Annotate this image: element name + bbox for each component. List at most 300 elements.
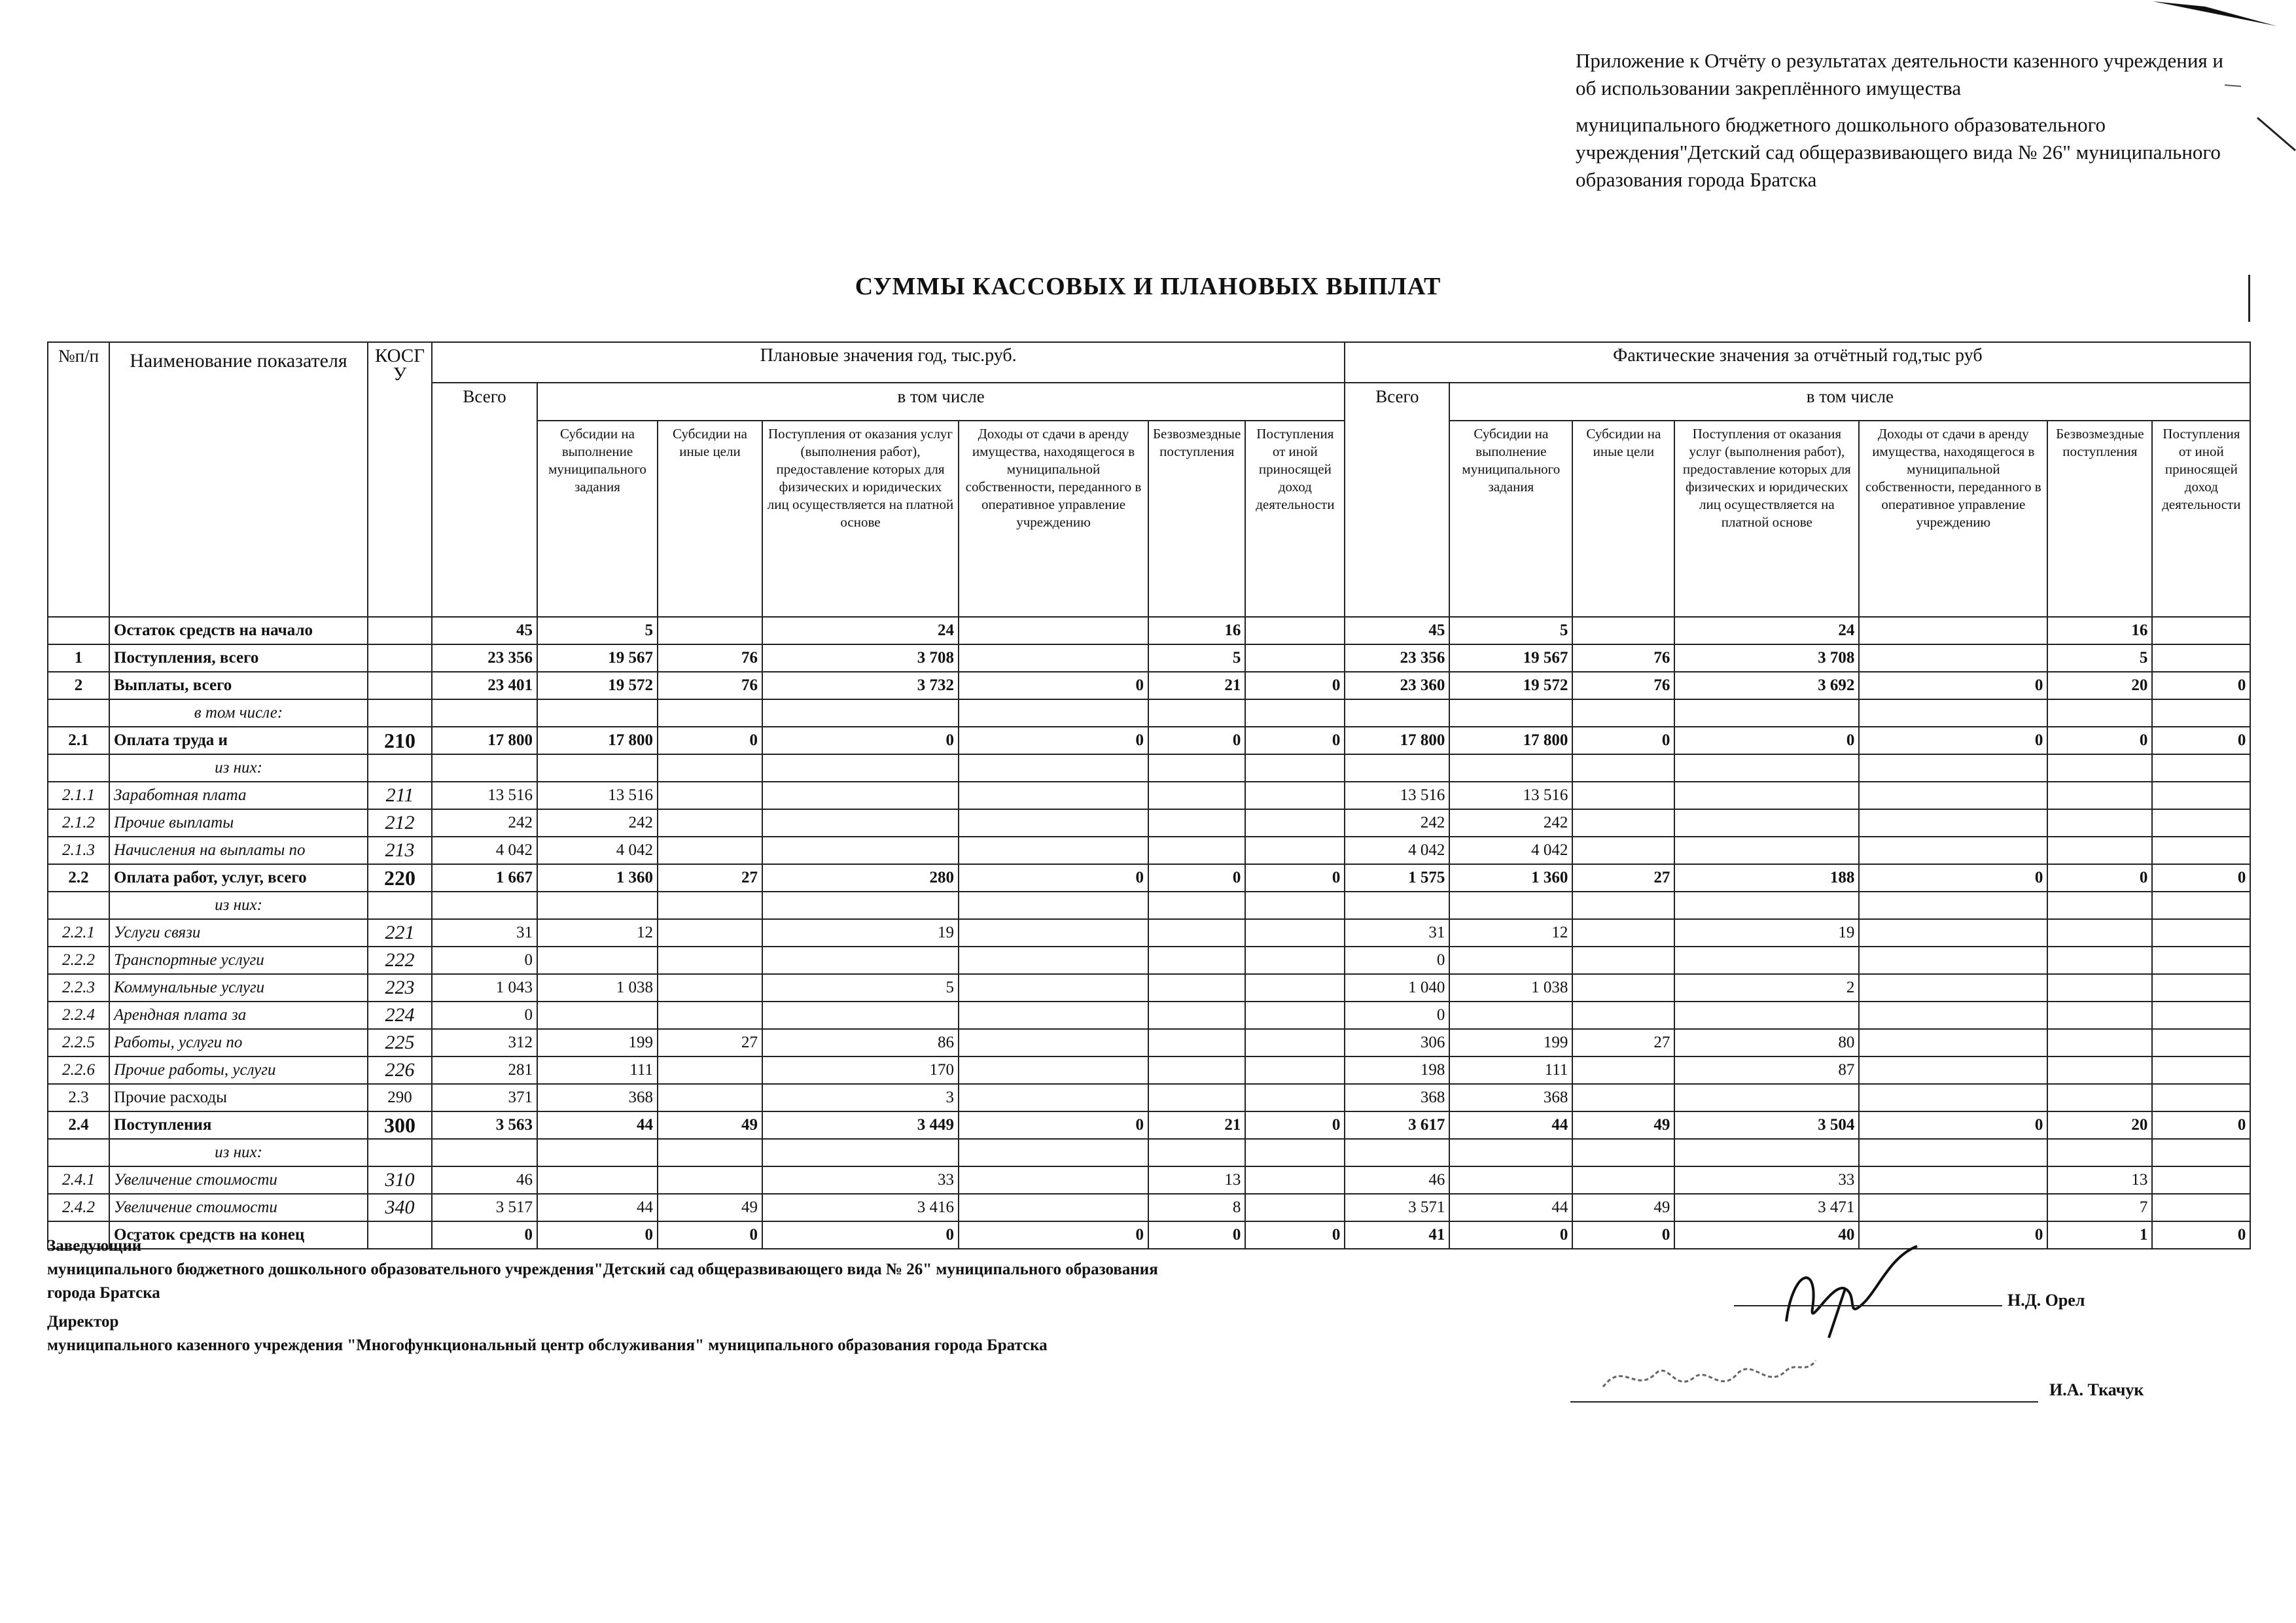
plan-value-cell: 3 — [762, 1084, 959, 1111]
table-row — [48, 1111, 2250, 1139]
plan-value-cell — [658, 699, 762, 727]
fact-value-cell: 0 — [1859, 727, 2047, 754]
fact-value-cell — [1572, 919, 1674, 947]
fact-value-cell: 0 — [1572, 727, 1674, 754]
plan-value-cell — [658, 1139, 762, 1166]
row-kosgu: 210 — [368, 727, 432, 754]
fact-value-cell — [1859, 1194, 2047, 1221]
fact-value-cell: 242 — [1449, 809, 1572, 837]
plan-value-cell — [537, 754, 658, 782]
fact-value-cell — [1859, 1029, 2047, 1056]
plan-value-cell — [1148, 947, 1245, 974]
head-title: Заведующий — [47, 1237, 142, 1255]
plan-value-cell — [1245, 947, 1345, 974]
plan-value-cell: 33 — [762, 1166, 959, 1194]
fact-value-cell: 24 — [1674, 617, 1859, 644]
fact-value-cell: 0 — [1449, 1221, 1572, 1249]
row-number: 2.2.6 — [48, 1056, 109, 1084]
fact-value-cell — [1572, 837, 1674, 864]
plan-value-cell: 5 — [762, 974, 959, 1002]
plan-value-cell — [537, 892, 658, 919]
header-fact-subsidy-other: Субсидии на иные цели — [1572, 421, 1674, 617]
fact-value-cell — [1449, 947, 1572, 974]
fact-value-cell — [1859, 1166, 2047, 1194]
header-plan-rent-income: Доходы от сдачи в аренду имущества, находящегося в муниципальной собственности, переданного в оперативное управление учреждению — [959, 421, 1148, 617]
fact-value-cell — [1572, 782, 1674, 809]
fact-value-cell: 40 — [1674, 1221, 1859, 1249]
fact-value-cell: 0 — [1859, 1221, 2047, 1249]
row-name: Транспортные услуги — [109, 947, 368, 974]
fact-value-cell — [1572, 1084, 1674, 1111]
plan-value-cell: 0 — [432, 1221, 537, 1249]
fact-value-cell: 198 — [1345, 1056, 1449, 1084]
plan-value-cell — [537, 1139, 658, 1166]
fact-value-cell — [2047, 809, 2152, 837]
plan-value-cell: 3 449 — [762, 1111, 959, 1139]
header-num: №п/п — [48, 342, 109, 617]
fact-value-cell: 4 042 — [1345, 837, 1449, 864]
fact-value-cell: 80 — [1674, 1029, 1859, 1056]
fact-value-cell — [1449, 892, 1572, 919]
plan-value-cell — [1148, 837, 1245, 864]
row-kosgu: 340 — [368, 1194, 432, 1221]
plan-value-cell: 5 — [1148, 644, 1245, 672]
director-name: И.А. Ткачук — [2049, 1380, 2144, 1399]
fact-value-cell: 12 — [1449, 919, 1572, 947]
plan-value-cell — [959, 947, 1148, 974]
fact-value-cell: 0 — [2152, 1111, 2250, 1139]
plan-value-cell — [1245, 1084, 1345, 1111]
fact-value-cell — [1345, 699, 1449, 727]
plan-value-cell — [762, 699, 959, 727]
fact-value-cell: 3 571 — [1345, 1194, 1449, 1221]
fact-value-cell — [1859, 837, 2047, 864]
header-fact-rent-income: Доходы от сдачи в аренду имущества, находящегося в муниципальной собственности, переданного в оперативное управление учреждению — [1859, 421, 2047, 617]
plan-value-cell: 76 — [658, 672, 762, 699]
fact-value-cell: 0 — [2047, 864, 2152, 892]
row-kosgu: 221 — [368, 919, 432, 947]
fact-value-cell: 46 — [1345, 1166, 1449, 1194]
fact-value-cell — [2152, 1139, 2250, 1166]
row-kosgu: 226 — [368, 1056, 432, 1084]
fact-value-cell: 17 800 — [1345, 727, 1449, 754]
row-kosgu — [368, 1139, 432, 1166]
plan-value-cell — [658, 837, 762, 864]
fact-value-cell: 0 — [1345, 1002, 1449, 1029]
plan-value-cell: 12 — [537, 919, 658, 947]
row-kosgu — [368, 617, 432, 644]
row-number: 2.1.2 — [48, 809, 109, 837]
table-row — [48, 617, 2250, 644]
plan-value-cell — [1245, 1139, 1345, 1166]
row-kosgu: 223 — [368, 974, 432, 1002]
plan-value-cell — [658, 974, 762, 1002]
director-signature-scrawl — [1597, 1348, 1819, 1406]
fact-value-cell — [1572, 974, 1674, 1002]
fact-value-cell: 111 — [1449, 1056, 1572, 1084]
fact-value-cell — [1674, 782, 1859, 809]
table-row — [48, 809, 2250, 837]
plan-value-cell — [1245, 644, 1345, 672]
row-number: 2.3 — [48, 1084, 109, 1111]
fact-value-cell — [1859, 892, 2047, 919]
row-number: 2.2.1 — [48, 919, 109, 947]
fact-value-cell: 0 — [1859, 864, 2047, 892]
row-number: 2.4.1 — [48, 1166, 109, 1194]
fact-value-cell — [1674, 699, 1859, 727]
row-number: 2.4.2 — [48, 1194, 109, 1221]
fact-value-cell — [1674, 1002, 1859, 1029]
fact-value-cell: 0 — [1674, 727, 1859, 754]
plan-value-cell: 13 516 — [432, 782, 537, 809]
row-number: 2.1.3 — [48, 837, 109, 864]
plan-value-cell: 13 — [1148, 1166, 1245, 1194]
table-row — [48, 1166, 2250, 1194]
row-name: Увеличение стоимости — [109, 1166, 368, 1194]
fact-value-cell — [1449, 1002, 1572, 1029]
plan-value-cell: 44 — [537, 1194, 658, 1221]
table-row — [48, 1084, 2250, 1111]
fact-value-cell: 1 360 — [1449, 864, 1572, 892]
row-name: Остаток средств на начало — [109, 617, 368, 644]
plan-value-cell — [762, 1002, 959, 1029]
table-row — [48, 1056, 2250, 1084]
fact-value-cell — [1859, 699, 2047, 727]
appendix-note-line-1: Приложение к Отчёту о результатах деятельности казенного учреждения и об использовании закреплённого имущества — [1576, 49, 2224, 99]
plan-value-cell — [658, 1002, 762, 1029]
fact-value-cell — [2152, 974, 2250, 1002]
plan-value-cell — [1245, 837, 1345, 864]
row-name: Работы, услуги по — [109, 1029, 368, 1056]
plan-value-cell — [1245, 919, 1345, 947]
row-number: 2.2.5 — [48, 1029, 109, 1056]
fact-value-cell — [2152, 1166, 2250, 1194]
plan-value-cell — [762, 1139, 959, 1166]
header-name: Наименование показателя — [109, 342, 368, 617]
plan-value-cell — [658, 617, 762, 644]
fact-value-cell: 2 — [1674, 974, 1859, 1002]
plan-value-cell — [658, 1084, 762, 1111]
row-number — [48, 1139, 109, 1166]
row-kosgu: 290 — [368, 1084, 432, 1111]
fact-value-cell — [2047, 1002, 2152, 1029]
fact-value-cell — [2047, 754, 2152, 782]
head-organization: муниципального бюджетного дошкольного образовательного учреждения"Детский сад общеразвивающего вида № 26" муниципального образования города Братска — [47, 1261, 1158, 1302]
header-plan-subsidy-other: Субсидии на иные цели — [658, 421, 762, 617]
fact-value-cell: 1 040 — [1345, 974, 1449, 1002]
plan-value-cell — [959, 809, 1148, 837]
row-kosgu — [368, 892, 432, 919]
fact-value-cell: 13 516 — [1449, 782, 1572, 809]
plan-value-cell — [959, 1194, 1148, 1221]
plan-value-cell — [432, 892, 537, 919]
fact-value-cell — [1449, 699, 1572, 727]
plan-value-cell — [658, 1056, 762, 1084]
appendix-note-line-2: муниципального бюджетного дошкольного образовательного учреждения"Детский сад общеразвивающего вида № 26" муниципального образования города Братска — [1576, 113, 2221, 191]
plan-value-cell — [1148, 919, 1245, 947]
plan-value-cell — [658, 919, 762, 947]
header-fact-group: Фактические значения за отчётный год,тыс руб — [1345, 342, 2250, 383]
plan-value-cell: 0 — [658, 1221, 762, 1249]
row-kosgu: 211 — [368, 782, 432, 809]
plan-value-cell — [537, 947, 658, 974]
plan-value-cell — [959, 644, 1148, 672]
fact-value-cell: 0 — [2152, 727, 2250, 754]
plan-value-cell — [959, 919, 1148, 947]
plan-value-cell: 31 — [432, 919, 537, 947]
plan-value-cell — [1148, 892, 1245, 919]
plan-value-cell: 5 — [537, 617, 658, 644]
row-kosgu: 300 — [368, 1111, 432, 1139]
plan-value-cell: 46 — [432, 1166, 537, 1194]
fact-value-cell — [2152, 754, 2250, 782]
fact-value-cell: 33 — [1674, 1166, 1859, 1194]
table-row — [48, 864, 2250, 892]
row-name: Поступления, всего — [109, 644, 368, 672]
plan-value-cell — [658, 1166, 762, 1194]
fact-value-cell: 27 — [1572, 864, 1674, 892]
fact-value-cell: 1 038 — [1449, 974, 1572, 1002]
plan-value-cell: 281 — [432, 1056, 537, 1084]
fact-value-cell: 49 — [1572, 1111, 1674, 1139]
fact-value-cell — [2047, 699, 2152, 727]
fact-value-cell — [2047, 947, 2152, 974]
fact-value-cell — [1449, 1139, 1572, 1166]
row-name: из них: — [109, 1139, 368, 1166]
fact-value-cell — [2152, 837, 2250, 864]
plan-value-cell: 242 — [432, 809, 537, 837]
plan-value-cell — [537, 699, 658, 727]
plan-value-cell — [537, 1002, 658, 1029]
fact-value-cell — [1674, 809, 1859, 837]
row-name: Прочие выплаты — [109, 809, 368, 837]
fact-value-cell: 368 — [1345, 1084, 1449, 1111]
plan-value-cell: 45 — [432, 617, 537, 644]
plan-value-cell — [658, 947, 762, 974]
plan-value-cell: 17 800 — [537, 727, 658, 754]
plan-value-cell — [432, 699, 537, 727]
plan-value-cell: 0 — [1245, 672, 1345, 699]
fact-value-cell: 31 — [1345, 919, 1449, 947]
plan-value-cell — [959, 1166, 1148, 1194]
row-number: 2.4 — [48, 1111, 109, 1139]
plan-value-cell — [1245, 1056, 1345, 1084]
plan-value-cell — [1245, 892, 1345, 919]
fact-value-cell: 16 — [2047, 617, 2152, 644]
row-name: Заработная плата — [109, 782, 368, 809]
fact-value-cell: 3 617 — [1345, 1111, 1449, 1139]
fact-value-cell: 3 504 — [1674, 1111, 1859, 1139]
plan-value-cell — [1245, 1166, 1345, 1194]
fact-value-cell: 3 708 — [1674, 644, 1859, 672]
plan-value-cell: 49 — [658, 1194, 762, 1221]
row-name: Оплата труда и — [109, 727, 368, 754]
fact-value-cell: 3 692 — [1674, 672, 1859, 699]
header-fact-subsidy-task: Субсидии на выполнение муниципального задания — [1449, 421, 1572, 617]
plan-value-cell — [1245, 754, 1345, 782]
row-name: в том числе: — [109, 699, 368, 727]
fact-value-cell: 5 — [2047, 644, 2152, 672]
plan-value-cell — [537, 1166, 658, 1194]
plan-value-cell — [1148, 754, 1245, 782]
fact-value-cell — [2152, 782, 2250, 809]
plan-value-cell: 0 — [432, 1002, 537, 1029]
fact-value-cell — [1859, 1056, 2047, 1084]
fact-value-cell — [1859, 782, 2047, 809]
fact-value-cell — [1345, 1139, 1449, 1166]
plan-value-cell: 0 — [1245, 727, 1345, 754]
plan-value-cell: 312 — [432, 1029, 537, 1056]
plan-value-cell: 0 — [959, 1221, 1148, 1249]
plan-value-cell — [1148, 1002, 1245, 1029]
plan-value-cell — [959, 617, 1148, 644]
header-fact-free-receipts: Безвозмездные поступления — [2047, 421, 2152, 617]
row-number — [48, 617, 109, 644]
fact-value-cell: 368 — [1449, 1084, 1572, 1111]
fact-value-cell: 242 — [1345, 809, 1449, 837]
row-kosgu: 212 — [368, 809, 432, 837]
fact-value-cell — [1859, 617, 2047, 644]
fact-value-cell — [1449, 754, 1572, 782]
plan-value-cell — [762, 754, 959, 782]
row-name: Начисления на выплаты по — [109, 837, 368, 864]
plan-value-cell: 21 — [1148, 672, 1245, 699]
plan-value-cell: 3 517 — [432, 1194, 537, 1221]
plan-value-cell: 199 — [537, 1029, 658, 1056]
fact-value-cell — [2152, 1194, 2250, 1221]
plan-value-cell — [959, 699, 1148, 727]
fact-value-cell — [1345, 892, 1449, 919]
plan-value-cell: 49 — [658, 1111, 762, 1139]
header-plan-paid-services: Поступления от оказания услуг (выполнения работ), предоставление которых для физических и юридических лиц осуществляется на платной основе — [762, 421, 959, 617]
fact-value-cell — [2152, 1084, 2250, 1111]
plan-value-cell — [959, 1139, 1148, 1166]
plan-value-cell — [1148, 974, 1245, 1002]
row-kosgu — [368, 699, 432, 727]
plan-value-cell — [959, 1084, 1148, 1111]
fact-value-cell — [1572, 1166, 1674, 1194]
plan-value-cell: 0 — [658, 727, 762, 754]
row-kosgu: 310 — [368, 1166, 432, 1194]
fact-value-cell — [1859, 754, 2047, 782]
plan-value-cell — [1148, 782, 1245, 809]
plan-value-cell — [658, 892, 762, 919]
row-name: Остаток средств на конец — [109, 1221, 368, 1249]
fact-value-cell — [1572, 809, 1674, 837]
fact-value-cell: 87 — [1674, 1056, 1859, 1084]
plan-value-cell — [1148, 1056, 1245, 1084]
plan-value-cell — [762, 892, 959, 919]
fact-value-cell: 0 — [2152, 864, 2250, 892]
plan-value-cell: 0 — [1148, 864, 1245, 892]
fact-value-cell — [2047, 1029, 2152, 1056]
plan-value-cell — [432, 754, 537, 782]
plan-value-cell: 0 — [432, 947, 537, 974]
plan-value-cell — [1148, 1029, 1245, 1056]
director-title: Директор — [47, 1313, 119, 1331]
plan-value-cell — [762, 809, 959, 837]
fact-value-cell — [2047, 892, 2152, 919]
fact-value-cell — [2047, 837, 2152, 864]
fact-value-cell: 4 042 — [1449, 837, 1572, 864]
plan-value-cell — [1245, 1029, 1345, 1056]
plan-value-cell: 1 360 — [537, 864, 658, 892]
fact-value-cell — [1859, 974, 2047, 1002]
fact-value-cell — [1859, 919, 2047, 947]
plan-value-cell — [1245, 1194, 1345, 1221]
fact-value-cell: 5 — [1449, 617, 1572, 644]
appendix-note — [1576, 47, 2230, 203]
plan-value-cell: 0 — [537, 1221, 658, 1249]
fact-value-cell: 76 — [1572, 644, 1674, 672]
fact-value-cell: 0 — [2047, 727, 2152, 754]
plan-value-cell: 27 — [658, 864, 762, 892]
fact-value-cell — [1859, 947, 2047, 974]
row-number: 2.2 — [48, 864, 109, 892]
plan-value-cell: 8 — [1148, 1194, 1245, 1221]
plan-value-cell — [959, 754, 1148, 782]
fact-value-cell: 49 — [1572, 1194, 1674, 1221]
fact-value-cell: 1 — [2047, 1221, 2152, 1249]
plan-value-cell — [959, 782, 1148, 809]
plan-value-cell — [762, 837, 959, 864]
fact-value-cell: 17 800 — [1449, 727, 1572, 754]
plan-value-cell: 242 — [537, 809, 658, 837]
fact-value-cell — [1572, 1139, 1674, 1166]
row-kosgu: 224 — [368, 1002, 432, 1029]
fact-value-cell — [1859, 1084, 2047, 1111]
fact-value-cell — [2152, 644, 2250, 672]
row-kosgu: 225 — [368, 1029, 432, 1056]
fact-value-cell: 44 — [1449, 1111, 1572, 1139]
header-plan-including: в том числе — [537, 383, 1345, 421]
plan-value-cell: 170 — [762, 1056, 959, 1084]
fact-value-cell: 0 — [1572, 1221, 1674, 1249]
table-row — [48, 672, 2250, 699]
plan-value-cell — [1148, 699, 1245, 727]
plan-value-cell: 0 — [959, 1111, 1148, 1139]
row-name: Прочие расходы — [109, 1084, 368, 1111]
row-kosgu: 213 — [368, 837, 432, 864]
fact-value-cell: 44 — [1449, 1194, 1572, 1221]
fact-value-cell — [1674, 754, 1859, 782]
fact-value-cell — [1859, 1002, 2047, 1029]
fact-value-cell — [2047, 974, 2152, 1002]
fact-value-cell: 20 — [2047, 1111, 2152, 1139]
plan-value-cell: 23 401 — [432, 672, 537, 699]
fact-value-cell — [2047, 919, 2152, 947]
fact-value-cell: 13 — [2047, 1166, 2152, 1194]
plan-value-cell — [1245, 809, 1345, 837]
plan-value-cell: 19 567 — [537, 644, 658, 672]
plan-value-cell — [959, 1002, 1148, 1029]
fact-value-cell: 19 572 — [1449, 672, 1572, 699]
plan-value-cell: 4 042 — [537, 837, 658, 864]
plan-value-cell: 86 — [762, 1029, 959, 1056]
plan-value-cell: 23 356 — [432, 644, 537, 672]
plan-value-cell — [1245, 974, 1345, 1002]
header-kosgu: КОСГУ — [368, 342, 432, 617]
row-number: 1 — [48, 644, 109, 672]
plan-value-cell: 0 — [959, 672, 1148, 699]
plan-value-cell: 0 — [762, 1221, 959, 1249]
plan-value-cell: 4 042 — [432, 837, 537, 864]
fact-value-cell — [1674, 1084, 1859, 1111]
plan-value-cell — [658, 809, 762, 837]
fact-value-cell — [2152, 892, 2250, 919]
fact-value-cell — [2152, 809, 2250, 837]
director-organization: муниципального казенного учреждения "Многофункциональный центр обслуживания" муниципального образования города Братска — [47, 1336, 1048, 1354]
